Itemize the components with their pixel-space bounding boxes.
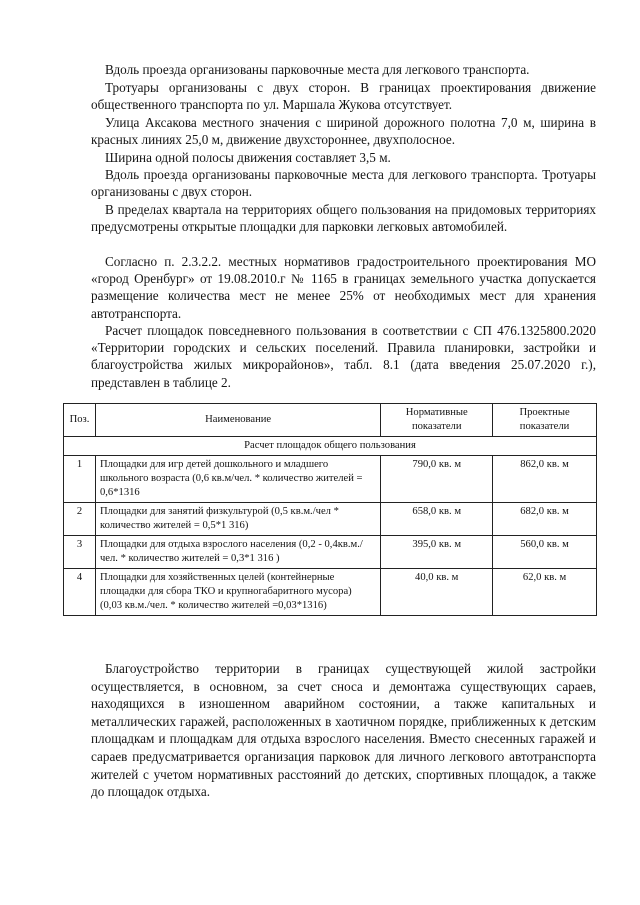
paragraph-sidewalks-transport: Тротуары организованы с двух сторон. В границах проектирования движение общественного транспорта по ул. Маршала Жукова отсутствует. — [91, 80, 596, 113]
row-pos: 1 — [64, 456, 96, 503]
row-pos: 4 — [64, 569, 96, 616]
row-proj: 62,0 кв. м — [493, 569, 597, 616]
paragraph-improvement: Благоустройство территории в границах существующей жилой застройки осуществляется, в основном, за счет сноса и демонтажа существующих сараев, находящихся в изношенном аварийном состоянии, а также капитальных и металлических гаражей, расположенных в хаотичном порядке, приближенных к детским площадкам и площадкам для отдыха взрослого населения. Вместо снесенных гаражей и сараев предусматривается организация парковок для личного легкового автотранспорта жителей с учетом нормативных расстояний до детских, спортивных площадок, а также до площадок отдыха. — [91, 661, 596, 800]
table-header-row — [64, 404, 597, 437]
row-name: Площадки для занятий физкультурой (0,5 кв.м./чел * количество жителей = 0,5*1 316) — [95, 503, 380, 536]
paragraph-aksakova-street: Улица Аксакова местного значения с шириной дорожного полотна 7,0 м, ширина в красных линиях 25,0 м, движение двухстороннее, двухполосное. — [91, 115, 596, 148]
row-pos: 3 — [64, 536, 96, 569]
header-norm: Нормативные показатели — [381, 404, 493, 437]
table-section-row — [64, 437, 597, 456]
row-proj: 682,0 кв. м — [493, 503, 597, 536]
row-name: Площадки для игр детей дошкольного и младшего школьного возраста (0,6 кв.м/чел. * количество жителей = 0,6*1316 — [95, 456, 380, 503]
header-name: Наименование — [95, 404, 380, 437]
table-row — [64, 536, 597, 569]
paragraph-parking: Вдоль проезда организованы парковочные места для легкового транспорта. — [105, 62, 530, 77]
paragraph-norms: Согласно п. 2.3.2.2. местных нормативов градостроительного проектирования МО «город Оренбург» от 19.08.2010.г № 1165 в границах земельного участка допускается размещение количества мест не менее 25% от необходимых мест для хранения автотранспорта. — [91, 254, 596, 321]
paragraph-parking-sidewalks: Вдоль проезда организованы парковочные места для легкового транспорта. Тротуары организованы с двух сторон. — [91, 167, 596, 200]
row-norm: 40,0 кв. м — [381, 569, 493, 616]
table-section-title: Расчет площадок общего пользования — [64, 437, 597, 456]
row-name: Площадки для отдыха взрослого населения (0,2 - 0,4кв.м./чел. * количество жителей = 0,3*1 316 ) — [95, 536, 380, 569]
paragraph-calculation-intro: Расчет площадок повседневного пользования в соответствии с СП 476.1325800.2020 «Территории городских и сельских поселений. Правила планировки, застройки и благоустройства жилых микрорайонов», табл. 8.1 (дата введения 25.07.2020 г.), представлен в таблице 2. — [91, 323, 596, 390]
paragraph-quarter-parking: В пределах квартала на территориях общего пользования на придомовых территориях предусмотрены открытые площадки для парковки легковых автомобилей. — [91, 202, 596, 235]
playgrounds-table — [63, 403, 597, 616]
table-row — [64, 569, 597, 616]
row-proj: 560,0 кв. м — [493, 536, 597, 569]
row-name: Площадки для хозяйственных целей (контейнерные площадки для сбора ТКО и крупногабаритного мусора) (0,03 кв.м./чел. * количество жителей =0,03*1316) — [95, 569, 380, 616]
row-proj: 862,0 кв. м — [493, 456, 597, 503]
header-proj: Проектные показатели — [493, 404, 597, 437]
table-row — [64, 503, 597, 536]
row-norm: 658,0 кв. м — [381, 503, 493, 536]
row-pos: 2 — [64, 503, 96, 536]
table-row — [64, 456, 597, 503]
paragraph-lane-width: Ширина одной полосы движения составляет 3,5 м. — [105, 150, 391, 165]
row-norm: 395,0 кв. м — [381, 536, 493, 569]
row-norm: 790,0 кв. м — [381, 456, 493, 503]
header-pos: Поз. — [64, 404, 96, 437]
